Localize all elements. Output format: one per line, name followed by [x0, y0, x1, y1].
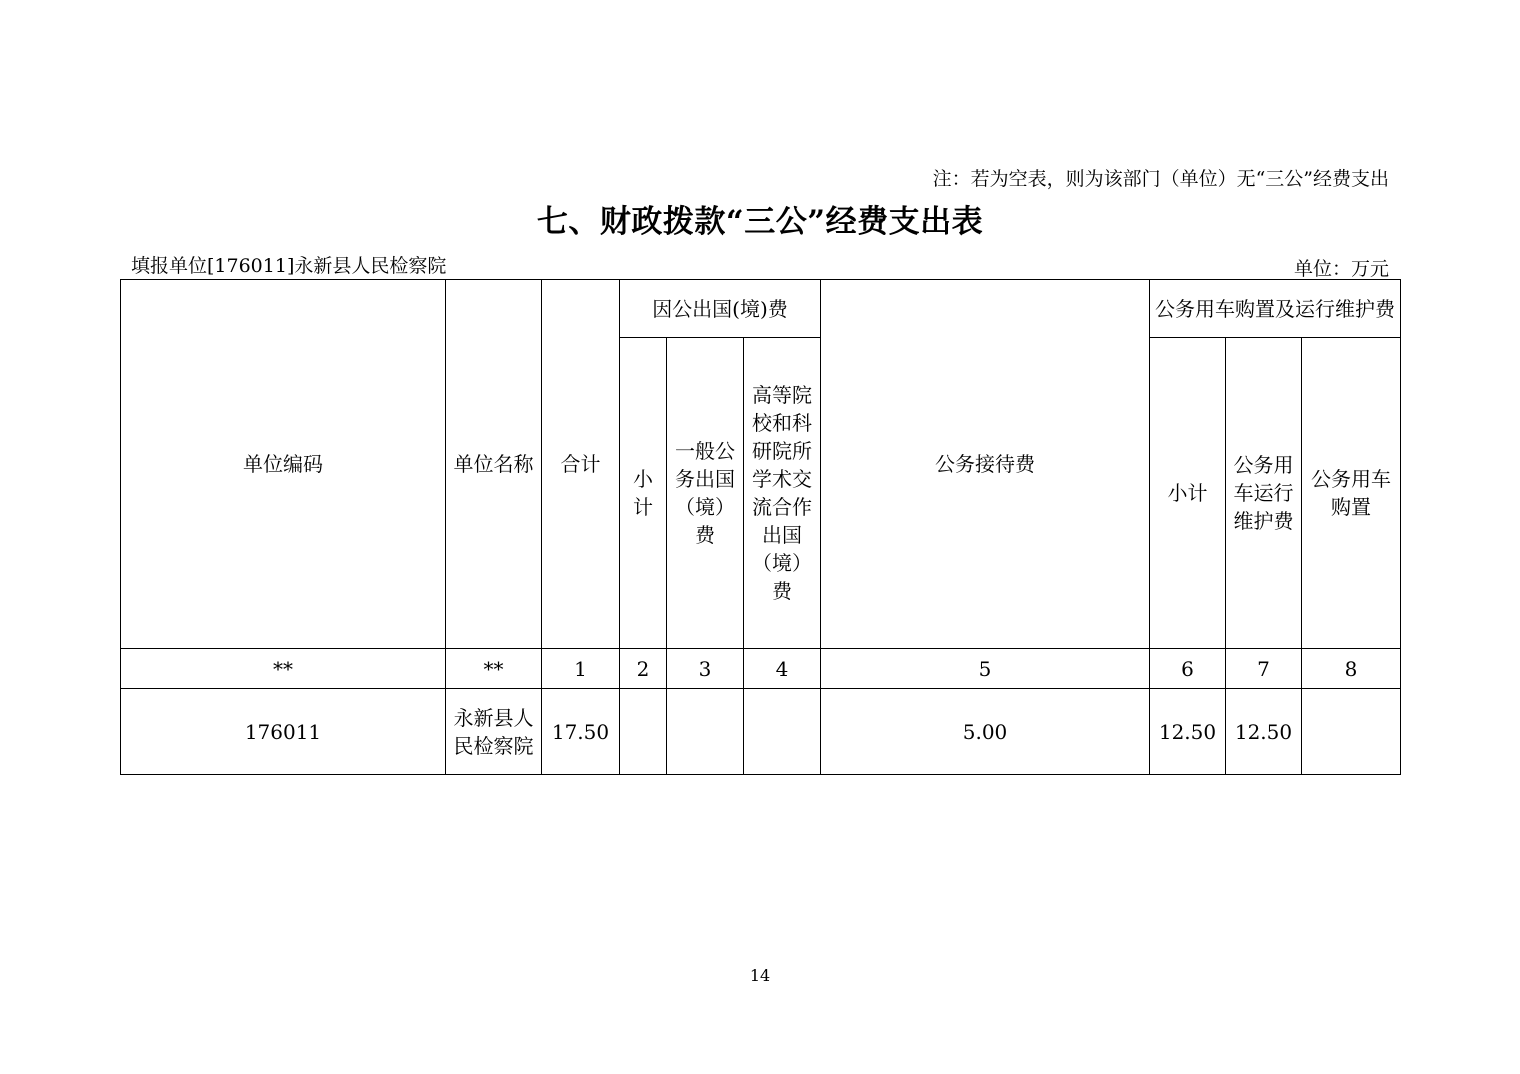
page-title: 七、财政拨款“三公”经费支出表: [536, 204, 984, 240]
index-cell: 4: [744, 649, 821, 689]
index-cell: 5: [821, 649, 1150, 689]
index-cell: 2: [620, 649, 667, 689]
index-cell: 6: [1150, 649, 1226, 689]
header-vehicle-purchase: 公务用车购置: [1302, 338, 1401, 649]
cell-abroad-academic: [744, 689, 821, 775]
column-index-row: [121, 649, 1401, 689]
index-cell: 1: [542, 649, 620, 689]
filling-unit-label: 填报单位[176011]永新县人民检察院: [131, 255, 447, 277]
header-row-top: [121, 280, 1401, 338]
index-cell: 3: [667, 649, 744, 689]
header-abroad-academic: 高等院校和科研院所学术交流合作出国（境）费: [744, 338, 821, 649]
cell-vehicle-subtotal: 12.50: [1150, 689, 1226, 775]
header-vehicle-operation: 公务用车运行维护费: [1226, 338, 1302, 649]
index-cell: 8: [1302, 649, 1401, 689]
index-cell: 7: [1226, 649, 1302, 689]
header-abroad-group: 因公出国(境)费: [620, 280, 821, 338]
currency-unit-label: 单位：万元: [1293, 258, 1389, 280]
header-unit-code: 单位编码: [121, 280, 446, 649]
index-cell: **: [446, 649, 542, 689]
header-reception: 公务接待费: [821, 280, 1150, 649]
cell-abroad-general: [667, 689, 744, 775]
cell-abroad-subtotal: [620, 689, 667, 775]
cell-reception: 5.00: [821, 689, 1150, 775]
header-abroad-subtotal: 小计: [620, 338, 667, 649]
table-row: [121, 689, 1401, 775]
header-unit-name: 单位名称: [446, 280, 542, 649]
cell-unit-code: 176011: [121, 689, 446, 775]
header-vehicle-subtotal: 小计: [1150, 338, 1226, 649]
index-cell: **: [121, 649, 446, 689]
header-total: 合计: [542, 280, 620, 649]
cell-vehicle-purchase: [1302, 689, 1401, 775]
header-vehicle-group: 公务用车购置及运行维护费: [1150, 280, 1401, 338]
empty-table-note: 注：若为空表，则为该部门（单位）无“三公”经费支出: [932, 168, 1389, 190]
cell-total: 17.50: [542, 689, 620, 775]
cell-vehicle-operation: 12.50: [1226, 689, 1302, 775]
page-number: 14: [749, 966, 771, 985]
cell-unit-name: 永新县人民检察院: [446, 689, 542, 775]
header-abroad-general: 一般公务出国（境）费: [667, 338, 744, 649]
three-public-expenses-table: [120, 279, 1401, 775]
